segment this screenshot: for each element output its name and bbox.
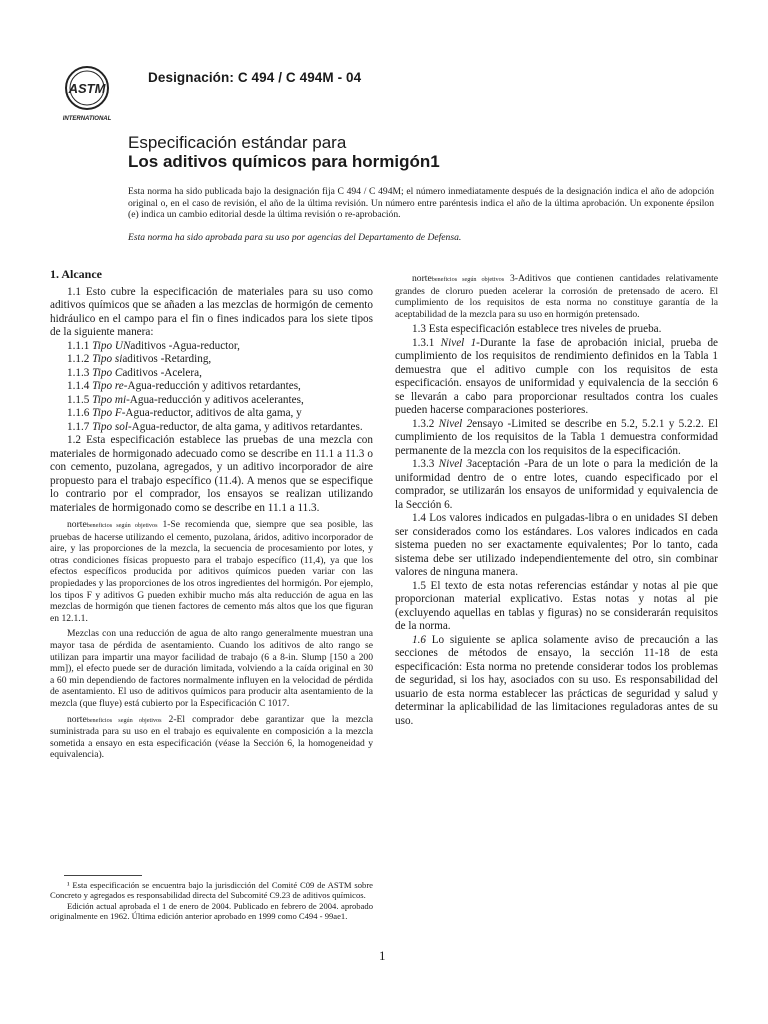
title-line2: Los aditivos químicos para hormigón1 (128, 152, 440, 171)
footnotes (50, 880, 373, 922)
paragraph-1-3: 1.3 Esta especificación establece tres niveles de prueba. (412, 323, 662, 336)
logo-subtext: INTERNATIONAL (62, 116, 112, 122)
type-item: 1.1.6 Tipo F-Agua-reductor, aditivos de alta gama, y (67, 407, 302, 419)
note-3: nortebeneficios según objetivos 3-Aditivos que contienen cantidades relativamente grandes de cloruro pueden acelerar la corrosión de pretensado de acero. El cumplimiento de los requisitos de esta norma no constituye garantía de la aceptabilidad de la mezcla para su uso en hormigón pretensado. (395, 273, 718, 320)
paragraph-1-1: 1.1 Esto cubre la especificación de materiales para su uso como aditivos químicos que se añaden a las mezclas de hormigón de cemento hidráulico en el campo para el fin o fines indicados para los siete tipos de la siguiente manera: (50, 285, 373, 338)
paragraph-1-3-2: 1.3.2 Nivel 2ensayo -Limited se describe en 5.2, 5.2.1 y 5.2.2. El cumplimiento de los requisitos de la Tabla 1 demuestra conformidad permanente de la mezcla con los requisitos de la especificación. (395, 417, 718, 457)
paragraph-1-3-1: 1.3.1 Nivel 1-Durante la fase de aprobación inicial, prueba de cumplimiento de los requisitos de rendimiento definidos en la Tabla 1 demuestra que el aditivo cumple con los requisitos de esta especificación. ensayos de uniformidad y equivalencia de la sección 6 se llevarán a cabo para proporcionar resultados contra los cuales pueden hacerse comparaciones posteriores. (395, 336, 719, 417)
title-line1: Especificación estándar para (128, 133, 347, 152)
footnote-divider (64, 875, 142, 876)
type-item: 1.1.5 Tipo mi-Agua-reducción y aditivos acelerantes, (67, 393, 304, 406)
type-item: 1.1.1 Tipo UNaditivos -Agua-reductor, (67, 339, 240, 352)
page-number: 1 (379, 948, 386, 963)
type-item: 1.1.3 Tipo Caditivos -Acelera, (67, 366, 202, 379)
paragraph-1-5: 1.5 El texto de esta notas referencias estándar y notas al pie que proporcionan material explicativo. Estas notas y notas al pie (excluyendo aquellas en tablas y figuras) no se considerarán requisitos de la norma. (395, 579, 718, 633)
astm-logo (58, 64, 130, 126)
defense-note: Esta norma ha sido aprobada para su uso por agencias del Departamento de Defensa. (128, 232, 462, 243)
paragraph-1-4: 1.4 Los valores indicados en pulgadas-libra o en unidades SI deben ser considerados como los estándares. Los valores indicados en cada sistema pueden no ser exactamente equivalentes; Por lo tanto, cada sistema debe ser utilizado independientemente del otro, sin combinar valores de ninguna manera. (395, 512, 718, 579)
footnote-2: Edición actual aprobada el 1 de enero de 2004. Publicado en febrero de 2004. aprobado originalmente en 1962. Última edición anterior aprobado en 1999 como C494 - 99ae1. (50, 900, 373, 922)
type-item: 1.1.7 Tipo sol-Agua-reductor, de alta gama, y aditivos retardantes. (67, 420, 363, 433)
note-1: nortebeneficios según objetivos 1-Se recomienda que, siempre que sea posible, las pruebas de hacerse utilizando el cemento, puzolana, áridos, aditivo incorporador de aire, y las proporciones de la mezcla, la secuencia de procesamiento por lotes, y otras condiciones físicas propuesto para el trabajo específico (11,4), ya que los efectos específicos producida por aditivos químicos pueden variar con las propiedades y las proporciones de los otros ingredientes del hormigón. Por ejemplo, los tipos F y aditivos G pueden exhibir mucho más alta reducción de agua en las mezclas de hormigón que tienen factores de cemento más altos que los que figuran en 12.1.1. (50, 519, 373, 624)
type-item: 1.1.2 Tipo siaditivos -Retarding, (67, 353, 212, 365)
footnote-1: ¹ Esta especificación se encuentra bajo la jurisdicción del Comité C09 de ASTM sobre Concreto y agregados es responsabilidad directa del Subcomité C9.23 de aditivos químicos. (50, 880, 373, 901)
logo-text: ASTM (68, 81, 106, 96)
paragraph-1-3-3: 1.3.3 Nivel 3aceptación -Para de un lote o para la medición de la uniformidad dentro de o entre lotes, cuando especificado por el comprador, se utilizarán los ensayos de uniformidad y equivalencia de la Sección 6. (395, 458, 718, 511)
paragraph-1-2: 1.2 Esta especificación establece las pruebas de una mezcla con materiales de hormigonado adecuado como se describe en 11.1 a 11.3 o con cemento, puzolana, agregados, y un aditivo incorporador de aire propuesto para el trabajo específico (11.4). A menos que se especifique lo contrario por el comprador, los ensayos se realizan utilizando materiales de hormigonado como se describe en 11.1 a 11.3. (50, 434, 373, 514)
paragraph-1-6: 1.6 Lo siguiente se aplica solamente aviso de precaución a las secciones de métodos de ensayo, la sección 11-18 de esta especificación: Esta norma no pretende considerar todos los problemas de seguridad, si los hay, asociados con su uso. Es responsabilidad del usuario de esta norma establecer las prácticas de seguridad y salud y determinar la aplicabilidad de las limitaciones reguladoras antes de su uso. (395, 633, 718, 727)
intro-paragraph: Esta norma ha sido publicada bajo la designación fija C 494 / C 494M; el número inmediatamente después de la designación indica el año de adopción original o, en el caso de revisión, el año de la última revisión. Un número entre paréntesis indica el año de la última aprobación. Un exponente épsilon (e) indica un cambio editorial desde la última revisión o re-aprobación. (128, 186, 714, 221)
section-heading: 1. Alcance (50, 267, 102, 281)
left-column (50, 268, 373, 761)
designation: Designación: C 494 / C 494M - 04 (148, 70, 362, 85)
type-item: 1.1.4 Tipo re-Agua-reducción y aditivos retardantes, (67, 380, 301, 392)
note-1-continued: Mezclas con una reducción de agua de alto rango generalmente muestran una mayor tasa de pérdida de asentamiento. Cuando los aditivos de alto rango se utilizan para impartir una mayor facilidad de trabajo (6 a 8-in. Slump [150 a 200 mm]), el efecto puede ser de duración limitada, volviendo a la caída original en 30 a 60 min dependiendo de factores normalmente influyen en la velocidad de pérdida de asentamiento. El uso de aditivos químicos para producir alta asentamiento de la mezcla (que fluye) está cubierto por la Especificación C 1017. (50, 628, 373, 709)
right-column (395, 273, 718, 728)
note-2: nortebeneficios según objetivos 2-El comprador debe garantizar que la mezcla suministrada para su uso en el trabajo es equivalente en composición a la mezcla sometida a ensayo en esta especificación (véase la Sección 6, la homogeneidad y equivalencia). (50, 713, 373, 761)
